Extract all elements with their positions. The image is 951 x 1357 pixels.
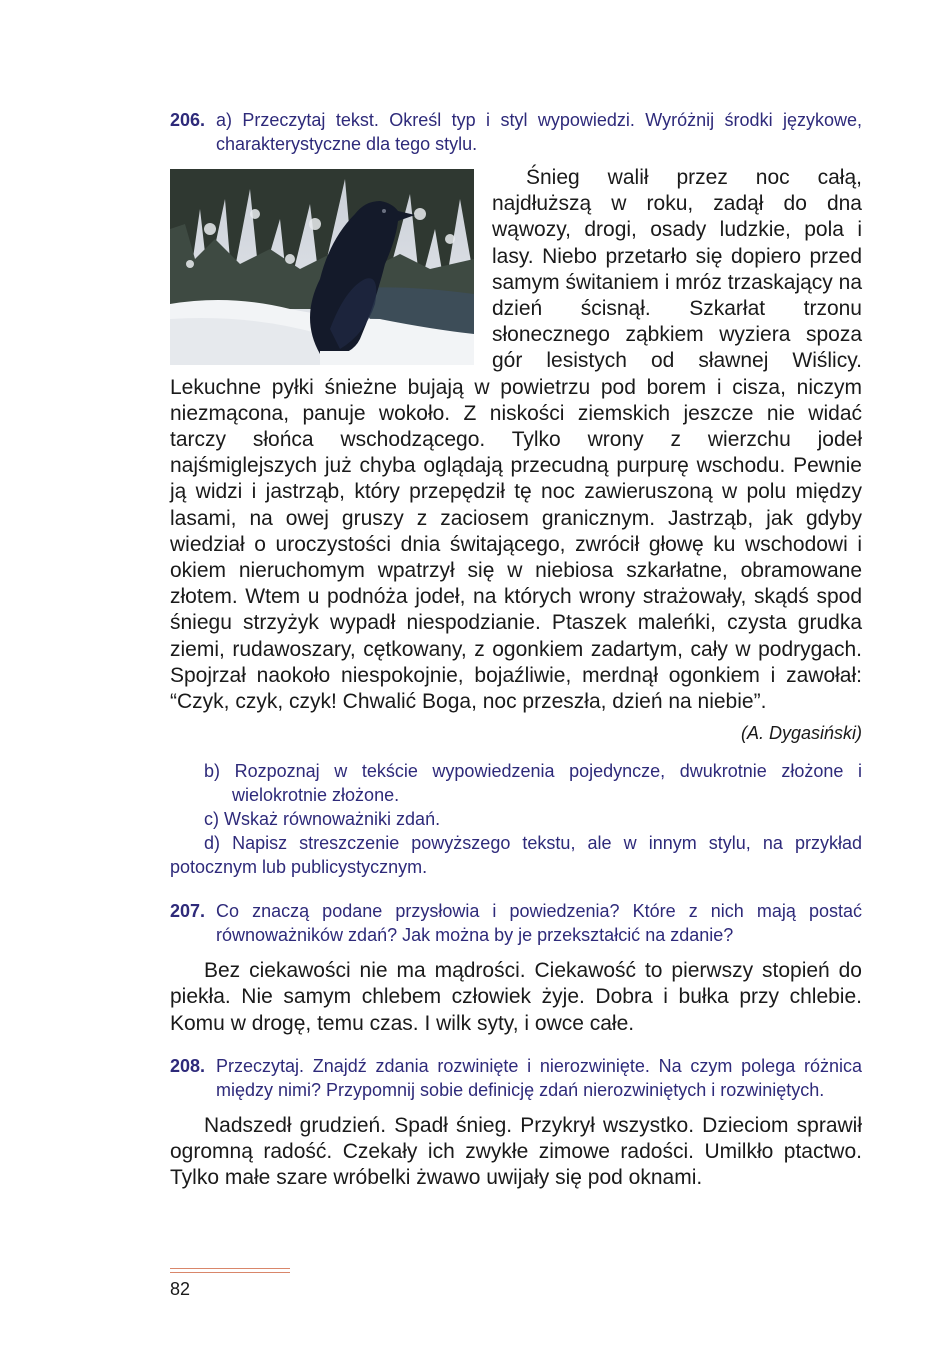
subtask-b: b) Rozpoznaj w tekście wypowiedzenia pojedyncze, dwukrotnie złożone i wielokrotnie złożone. <box>204 761 862 806</box>
exercise-206-subtasks <box>170 759 862 879</box>
exercise-number: 206. <box>170 110 206 130</box>
author-citation: (A. Dygasiński) <box>740 723 862 744</box>
exercise-number: 207. <box>170 901 206 922</box>
passage-text-206: Śnieg walił przez noc całą, najdłuższą w roku, zadął do dna wąwozy, drogi, osady ludzkie, pola i lasy. Niebo przetarło się dopiero przed samym świtaniem i mróz trzaskający na dzień ścisnął. Szkarłat trzonu słonecznego ząbkiem wyziera spoza gór lesistych od sławnej Wiślicy. Lekuchne pyłki śnieżne bujają w powietrzu pod borem i cisza, niczym niezmącona, panuje wokoło. Z niskości ziemskich jeszcze nie widać tarczy słońca wschodzącego. Tylko wrony z wierzchu jodeł najśmiglejszych już chyba oglądają przecudną purpurę wschodu. Pewnie ją widzi i jastrząb, który przepędził tę noc zawieruszoną w polu między lasami, na owej gruszy z zaciosem granicznym. Jastrząb, jak gdyby wiedział o uroczystości dnia świtającego, zwrócił głowę ku wschodowi i okiem nieruchomym wpatrzył się w niebiosa szkarłatne, obramowane złotem. Wtem u podnóża jodeł, na których wrony strażowały, skądś spod śniegu strzyżyk wypadł niespodzianie. Ptaszek maleńki, czysta grudka ziemi, rudawoszary, cętkowany, z ogonkiem zadartym, cały w podrygach. Spojrzał naokoło niespokojnie, bojaźliwie, merdnął ogonkiem i zawołał: “Czyk, czyk, czyk! Chwalić Boga, noc przeszła, dzień na niebie”. <box>170 166 862 714</box>
proverbs-text-207: Bez ciekawości nie ma mądrości. Ciekawość to pierwszy stopień do piekła. Nie samym chlebem człowiek żyje. Dobra i bułka przy chlebie. Komu w drogę, temu czas. I wilk syty, i owce całe. <box>170 959 862 1035</box>
exercise-instruction: Przeczytaj. Znajdź zdania rozwinięte i nierozwinięte. Na czym polega różnica między nimi? Przypomnij sobie definicję zdań nierozwiniętych i rozwiniętych. <box>216 1055 862 1100</box>
exercise-207 <box>170 899 862 947</box>
subtask-c: c) Wskaż równoważniki zdań. <box>204 809 441 830</box>
crow-in-snow-photo <box>170 169 474 365</box>
exercise-instruction: Co znaczą podane przysłowia i powiedzenia? Które z nich mają postać równoważników zdań? Jak można by je przekształcić na zdanie? <box>216 901 862 946</box>
footer-rule <box>170 1268 290 1276</box>
exercise-number: 208. <box>170 1055 206 1076</box>
exercise-208 <box>170 1054 862 1102</box>
page-number: 82 <box>170 1279 191 1299</box>
subtask-d: d) Napisz streszczenie powyższego tekstu, ale w innym stylu, na przykład potocznym lub publicystycznym. <box>170 833 862 878</box>
passage-text-208: Nadszedł grudzień. Spadł śnieg. Przykrył wszystko. Dzieciom sprawił ogromną radość. Czekały ich zwykłe zimowe radości. Umilkło ptactwo. Tylko małe szare wróbelki żwawo uwijały się pod oknami. <box>170 1113 862 1190</box>
exercise-instruction: a) Przeczytaj tekst. Określ typ i styl wypowiedzi. Wyróżnij środki językowe, charakterystyczne dla tego stylu. <box>216 110 862 154</box>
text-block <box>170 165 862 745</box>
page-content <box>170 108 862 1191</box>
exercise-206 <box>170 108 862 156</box>
